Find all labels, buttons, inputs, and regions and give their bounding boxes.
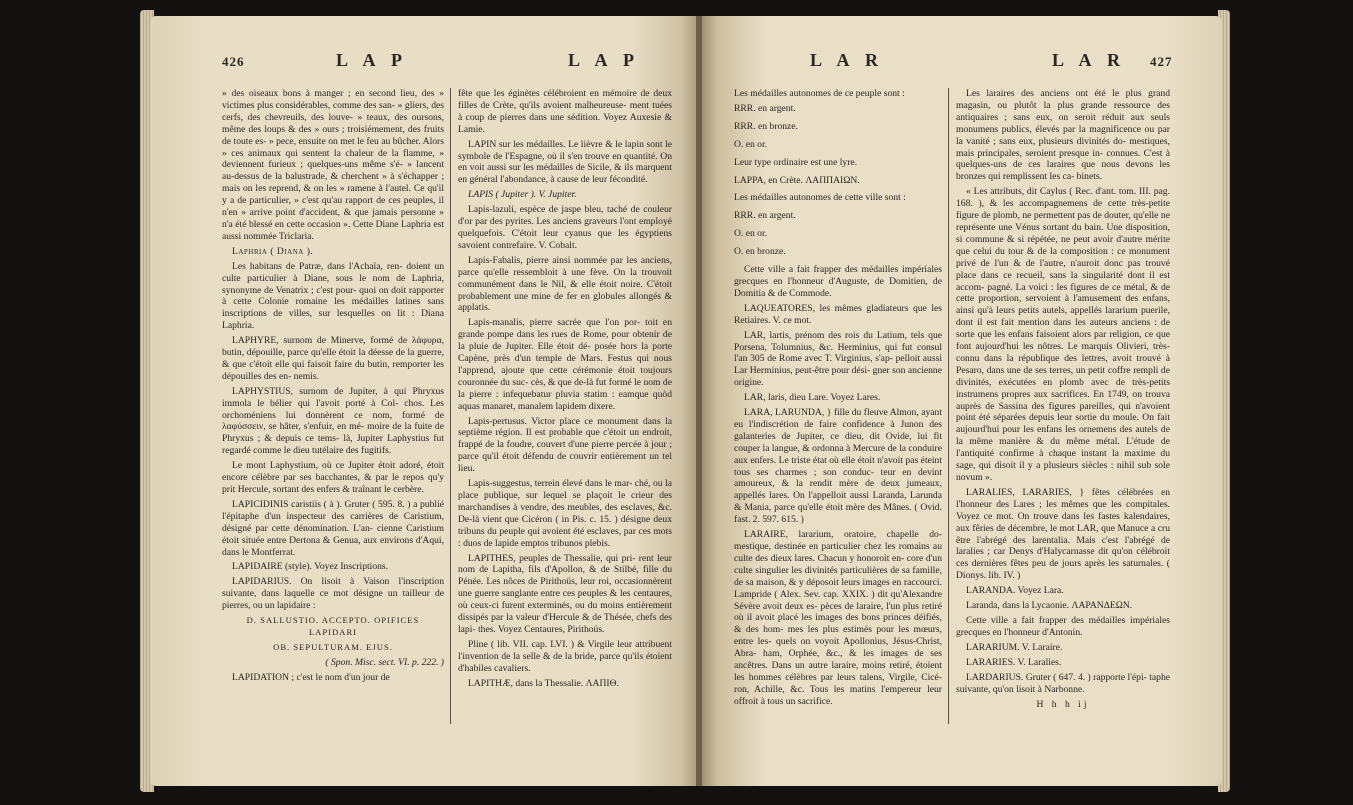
- paragraph: Les laraires des anciens ont été le plus grand magasin, ou plutôt la plus grande ressource des antiquaires ; sans eux, on seroit réduit aux seuls monumens publics, élevés par la magnificence ou par la vanité ; sans eux, plusieurs divinités do- mestiques, mais principales, seroient presque in- connues. C'est à quelques-uns de ces laraires que nous devons les bronzes qui remplissent les ca- binets.: [956, 88, 1170, 183]
- right-page: [702, 16, 1222, 786]
- paragraph: LAR, laris, dieu Lare. Voyez Lares.: [744, 392, 881, 404]
- right-page-column-1: [734, 88, 942, 711]
- paragraph: LAPIN sur les médailles. Le lièvre & le lapin sont le symbole de l'Espagne, où il s'en trouve en quantité. On en voit aussi sur les médailles de Sicile, & ils marquent en général l'abondance, à cause de leur fécondité.: [458, 138, 672, 186]
- signature-mark: H h h ij: [1036, 699, 1090, 711]
- left-page-column-1: [222, 88, 444, 687]
- left-page-column-2: [458, 88, 672, 693]
- paragraph: Le mont Laphystium, où ce Jupiter étoit adoré, étoit encore célèbre par ses bacchantes, & par le repos qu'y prit Hercule, sortant des enfers & traînant le cerbère.: [222, 460, 444, 495]
- paragraph: » des oiseaux bons à manger ; en second lieu, des » victimes plus considérables, comme des san- » gliers, des cerfs, des chevreuils, des louve- » teaux, des oursons, même des loups & des » ours ; troisiémement, des fruits de toute es- » pece, ensuite on met le feu au bûcher. Alors » ces animaux qui sentent la chaleur de la flamme, » deviennent furieux ; quelques-uns même s'é- » lancent au-dessus de la balustrade, & cherchent » à s'échapper ; mais on les reprend, & on les » ramene à l'autel. Ce qu'il y a de particulier, » c'est qu'au rapport de ces peuples, il n'en » arrive point d'accident, & que jamais personne » n'a été blessé en cette occasion ». Cette Diane Laphria est aussi nommée Triclaria.: [222, 88, 444, 242]
- column-rule: [450, 88, 451, 724]
- paragraph: LARDARIUS. Gruter ( 647. 4. ) rapporte l'épi- taphe suivante, qu'on lisoit à Narbonne.: [956, 671, 1170, 695]
- page-number-left: 426: [222, 54, 245, 69]
- citation: ( Spon. Misc. sect. VI. p. 222. ): [325, 656, 444, 668]
- paragraph: LARAIRE, lararium, oratoire, chapelle do- mestique, destinée en particulier chez les romains au culte des dieux lares. Chacun y honoroit en- core d'un culte singulier les divinités particulières de sa famille, de sa maison, & y déposoit leurs images en raccourci. Lampride ( Alex. Sev. cap. XXIX. ) dit qu'Alexandre Sévère avoit deux es- pèces de laraire, l'un plus retiré où il avoit placé les images des bons princes déifiés, & des hom- mes les plus estimés pour les mœurs, entre les- quels on voyoit Apollonius, Jésus-Christ, Abra- ham, Orphée, &c., & les images de ses ancêtres. Dans un autre laraire, moins retiré, étoient les hommes célèbres par leurs talens, Virgile, Cicé- ron, Achille, &c. Tous les matins l'empereur leur offroit à tous un sacrifice.: [734, 529, 942, 707]
- list-item: Les médailles autonomes de cette ville sont :: [734, 192, 906, 204]
- list-item: LAPPA, en Crète. ΛΑΠΠΑΙΩΝ.: [734, 174, 860, 186]
- paragraph: Lapis-lazuli, espèce de jaspe bleu, taché de couleur d'or par des pyrites. Les anciens graveurs l'ont employé quelquefois. C'étoit leur cyanus que les égyptiens savoient contrefaire. V. Cobalt.: [458, 204, 672, 251]
- paragraph: LARARIUM. V. Laraire.: [966, 641, 1063, 653]
- list-item: RRR. en argent.: [734, 210, 796, 222]
- inscription-line: D. SALLUSTIO. ACCEPTO. OPIFICES LAPIDARI: [246, 615, 420, 637]
- paragraph: fête que les éginètes célébroient en mémoire de deux filles de Crète, qu'ils avoient malheureuse- ment tuées à coup de pierres dans une sédition. Voyez Auxesie & Lamie.: [458, 88, 672, 135]
- paragraph: Lapis-pertusus. Victor place ce monument dans la septième région. Il est probable que c'étoit un endroit, frappé de la foudre, couvert d'une pierre percée à jour ; parce qu'il étoit défendu de couvrir entièrement un tel lieu.: [458, 415, 672, 475]
- paragraph: LAPIDATION ; c'est le nom d'un jour de: [232, 671, 390, 683]
- paragraph: Laranda, dans la Lycaonie. ΛΑΡΑΝΔΕΩΝ.: [966, 600, 1133, 612]
- paragraph: LAPICIDINIS caristiis ( à ). Gruter ( 595. 8. ) a publié l'épitaphe d'un inspecteur des carrières de Caristium, désigné par cette dénomination. L'an- cienne Caristium étoit située entre Dertona & Genua, aux environs d'Aqui, dans le Montferrat.: [222, 498, 444, 558]
- paragraph: LAPIDARIUS. On lisoit à Vaison l'inscription suivante, dans laquelle ce mot désigne un tailleur de pierres, ou un lapidaire :: [222, 576, 444, 612]
- paragraph: Lapis-manalis, pierre sacrée que l'on por- toit en grande pompe dans les rues de Rome, pour obtenir de la pluie de Jupiter. Elle étoit dé- posée hors la porte Capène, près d'un temple de Mars. Festus qui nous l'apprend, ajoute que cette cérémonie étoit toujours couronnée du suc- cès, & que de-là fut formé le nom de la pierre : infequebatur pluvia statim : eamque quòd aquas manaret, manalem lapidem dixere.: [458, 317, 672, 412]
- page-number-right: 427: [1150, 54, 1173, 69]
- list-item: O. en bronze.: [734, 246, 786, 258]
- paragraph: Cette ville a fait frapper des médailles impériales grecques en l'honneur d'Antonin.: [956, 614, 1170, 638]
- paragraph: Lapis-Fabalis, pierre ainsi nommée par les anciens, parce qu'elle ressembloit à une fève. On la trouvoit communément dans le Nil, & elle étoit noire. C'étoit probablement une mine de fer en globules allongés & applatis.: [458, 254, 672, 314]
- paragraph: « Les attributs, dit Caylus ( Rec. d'ant. tom. III. pag. 168. ), & les accompagnemens de cette très-petite figure de plomb, ne permettent pas de douter, qu'elle ne représente une Vénus sortant du bain. Une disposition, si commune & si répétée, ne peut avoir d'autre mérite que celui du tour & de la composition : ce monument privé de l'un & de l'autre, n'auroit donc pas trouvé place dans ce recueil, sans la singularité dont il est accom- pagné. La voici : les figures de ce métal, & de cette proportion, servoient à l'amusement des enfans, ainsi qu'à leurs petits autels, appellés lararium puerile, dont il est fait mention dans les auteurs anciens : de sorte que les enfans faisoient alors par religion, ce que font aujourd'hui les nôtres. Le marquis Olivieri, très-connu dans la république des lettres, avoit trouvé à Pesaro, dans une de ses terres, un petit coffre rempli de divinités, exécutées en plomb avec de très-petits instrumens propres aux sacrifices. En 1749, on trouva auprès de Sassina des figures pareilles, qui n'avoient point été séparées depuis leur sortie du moule. On fait aujourd'hui pour les enfans les ornemens des autels de la même manière & du même métal. L'étude de l'antiquité confirme à chaque instant la maxime du sage, qui disoit il y a plusieurs siècles : nihil sub sole novum ».: [956, 186, 1170, 483]
- list-item: O. en or.: [734, 138, 768, 150]
- running-head-left-b: L A P: [568, 50, 641, 70]
- list-item: RRR. en argent.: [734, 102, 796, 114]
- column-rule: [948, 88, 949, 724]
- paragraph: LARARIES. V. Laralies.: [966, 656, 1062, 668]
- paragraph: LAPHYRE, surnom de Minerve, formé de λάφυρα, butin, dépouille, parce qu'elle étoit la déesse de la guerre, & que c'étoit elle qui faisoit faire du butin, remporter les dépouilles des en- nemis.: [222, 335, 444, 382]
- paragraph: LARALIES, LARARIES, } fêtes célébrées en l'honneur des Lares ; les mêmes que les compitales. Voyez ce mot. On trouve dans les fastes kalendaires, aux fêries de décembre, le mot LAR, que Manuce a cru être l'abrégé des larentalia. Mais c'est l'abrégé de laralies ; car Denys d'Halycarnasse dit qu'on célébroit ces dernières fêtes peu de jours après les saturnales. ( Dionys. lib. IV. ): [956, 486, 1170, 582]
- paragraph: LAPITHÆ, dans la Thessalie. ΛΑΠΙΘ.: [468, 677, 619, 689]
- list-item: Leur type ordinaire est une lyre.: [734, 156, 858, 168]
- paragraph: LAPIDAIRE (style). Voyez Inscriptions.: [232, 561, 389, 573]
- inscription-line: OB. SEPULTURAM. EJUS.: [273, 641, 393, 652]
- paragraph: Les médailles autonomes de ce peuple sont :: [734, 88, 905, 99]
- list-item: RRR. en bronze.: [734, 120, 798, 132]
- paragraph: LAPHYSTIUS, surnom de Jupiter, à qui Phryxus immola le bélier qui l'avoit porté à Col- chos. Les orchoméniens lui donnèrent ce nom, formé de λαφύσσειν, se hâter, s'enfuir, en mé- moire de la fuite de Phryxus ; & depuis ce tems- là, Jupiter Laphystius fut regardé comme le dieu tutélaire des fugitifs.: [222, 385, 444, 457]
- paragraph: LAPITHES, peuples de Thessalie, qui pri- rent leur nom de Lapitha, fils d'Apollon, & de Stilbé, fille du Pénée. Les nôces de Pirithoüs, leur roi, occasionnèrent une guerre sanglante entre ces peuples & les centaures, où ceux-ci furent exterminés, ou du moins entièrement dissipés par la valeur d'Hercule & de Thésée, chefs des lapi- thes. Voyez Centaures, Pirithoüs.: [458, 552, 672, 635]
- list-item: O. en or.: [734, 228, 768, 240]
- paragraph: LAR, lartis, prénom des rois du Latium, tels que Porsena, Tolumnius, &c. Herminius, qui fut consul l'an 305 de Rome avec T. Virginius, s'ap- pelloit aussi Lar Herminius, peut-être pour dési- gner son ancienne origine.: [734, 329, 942, 389]
- running-head-left-a: L A P: [336, 50, 409, 70]
- running-head-right-a: L A R: [810, 50, 885, 70]
- paragraph: LARANDA. Voyez Lara.: [966, 585, 1064, 597]
- paragraph: Cette ville a fait frapper des médailles impériales grecques en l'honneur d'Auguste, de Domitien, de Domitia & de Commode.: [734, 264, 942, 299]
- paragraph: Les habitans de Patræ, dans l'Achaïa, ren- doient un culte particulier à Diane, sous le nom de Laphria, synonyme de Venatrix ; c'est pour- quoi on doit rapporter à cette Colonie romaine les médailles latines sans inscriptions de villes, sur lesquelles on lit : Diana Laphria.: [222, 260, 444, 332]
- paragraph: Pline ( lib. VII. cap. LVI. ) & Virgile leur attribuent l'invention de la selle & de la bride, parce qu'ils étoient d'habiles cavaliers.: [458, 638, 672, 674]
- left-page: [150, 16, 698, 786]
- paragraph: Laphria ( Diana ).: [232, 245, 314, 257]
- running-head-right-b: L A R: [1052, 50, 1127, 70]
- right-page-column-2: [956, 88, 1170, 714]
- paragraph: Lapis-suggestus, terrein élevé dans le mar- ché, ou la place publique, sur lequel se plaçoit le crieur des marchandises à vendre, des meubles, des esclaves, &c. De-là vient que Cicéron ( in Pis. c. 15. ) désigne deux tribuns du peuple qui avoient été esclaves, par ces mots : duos de lapide emptos tribunos plebis.: [458, 478, 672, 549]
- paragraph: LARA, LARUNDA, } fille du fleuve Almon, ayant eu l'indiscrétion de faire confidence à Junon des galanteries de Jupiter, ce dieu, dit Ovide, lui fit couper la langue, & ordonna à Mercure de la conduire aux enfers. Le triste état où elle étoit n'avoit pas éteint tous ses charmes ; son conduc- teur en devint amoureux, & la rendit mère de deux jumeaux, appellés lares. On l'appelloit aussi Laranda, Larunda & Mania, parce qu'elle étoit mère des Mânes. ( Ovid. fast. 2. 597. 615. ): [734, 407, 942, 526]
- paragraph: LAPIS ( Jupiter ). V. Jupiter.: [468, 189, 577, 201]
- paragraph: LAQUEATORES, les mêmes gladiateurs que les Retiaires. V. ce mot.: [734, 302, 942, 326]
